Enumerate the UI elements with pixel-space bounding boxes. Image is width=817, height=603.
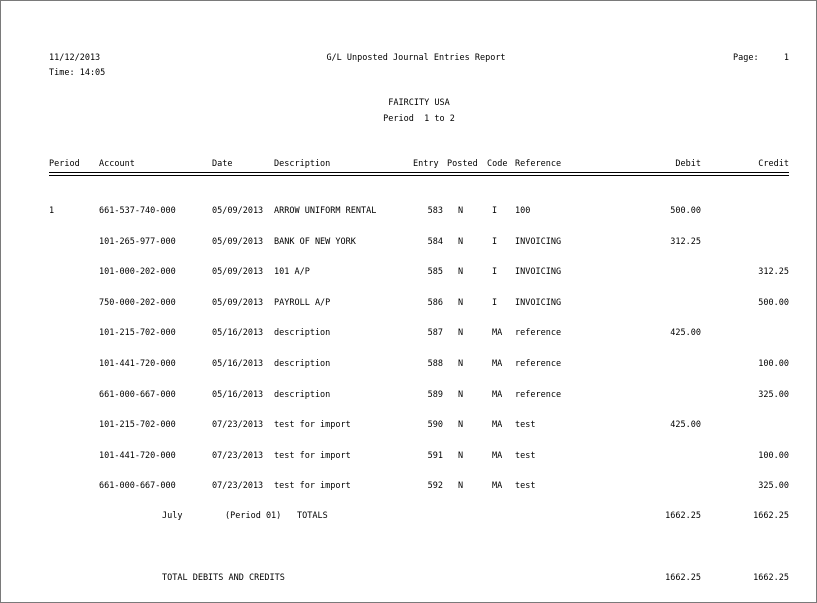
header-rule-top — [49, 172, 789, 173]
row-posted: N — [458, 237, 464, 247]
row-date: 05/16/2013 — [212, 390, 264, 400]
row-credit: 100.00 — [758, 451, 789, 461]
header-rule-bottom — [49, 175, 789, 176]
row-entry: 591 — [427, 451, 443, 461]
row-period: 1 — [49, 206, 55, 216]
row-posted: N — [458, 328, 464, 338]
row-description: description — [274, 328, 331, 338]
row-entry: 592 — [427, 481, 443, 491]
row-reference: test — [515, 481, 536, 491]
totals-month: July — [162, 511, 183, 521]
row-code: I — [492, 298, 498, 308]
totals-period: (Period 01) — [225, 511, 282, 521]
row-date: 07/23/2013 — [212, 481, 264, 491]
row-debit: 425.00 — [670, 328, 701, 338]
row-posted: N — [458, 481, 464, 491]
row-description: ARROW UNIFORM RENTAL — [274, 206, 377, 216]
row-date: 05/09/2013 — [212, 267, 264, 277]
row-credit: 325.00 — [758, 481, 789, 491]
row-code: MA — [492, 359, 503, 369]
grand-total-debit: 1662.25 — [665, 573, 701, 583]
row-credit: 100.00 — [758, 359, 789, 369]
row-debit: 500.00 — [670, 206, 701, 216]
row-date: 05/16/2013 — [212, 328, 264, 338]
row-reference: INVOICING — [515, 237, 562, 247]
row-account: 661-000-667-000 — [99, 481, 176, 491]
row-code: MA — [492, 420, 503, 430]
col-period: Period — [49, 159, 80, 169]
row-reference: reference — [515, 328, 562, 338]
row-entry: 589 — [427, 390, 443, 400]
row-reference: reference — [515, 359, 562, 369]
row-posted: N — [458, 390, 464, 400]
row-account: 661-537-740-000 — [99, 206, 176, 216]
row-account: 750-000-202-000 — [99, 298, 176, 308]
col-date: Date — [212, 159, 233, 169]
row-reference: 100 — [515, 206, 531, 216]
row-account: 101-215-702-000 — [99, 328, 176, 338]
row-credit: 312.25 — [758, 267, 789, 277]
row-date: 05/09/2013 — [212, 298, 264, 308]
row-description: PAYROLL A/P — [274, 298, 331, 308]
row-code: MA — [492, 390, 503, 400]
page-label: Page: — [733, 53, 759, 63]
row-entry: 584 — [427, 237, 443, 247]
row-date: 05/16/2013 — [212, 359, 264, 369]
row-account: 661-000-667-000 — [99, 390, 176, 400]
row-entry: 583 — [427, 206, 443, 216]
col-posted: Posted — [447, 159, 478, 169]
totals-debit: 1662.25 — [665, 511, 701, 521]
row-description: test for import — [274, 481, 351, 491]
row-description: description — [274, 359, 331, 369]
totals-credit: 1662.25 — [753, 511, 789, 521]
row-credit: 500.00 — [758, 298, 789, 308]
row-entry: 587 — [427, 328, 443, 338]
row-debit: 425.00 — [670, 420, 701, 430]
row-entry: 590 — [427, 420, 443, 430]
row-entry: 588 — [427, 359, 443, 369]
row-reference: test — [515, 420, 536, 430]
row-date: 07/23/2013 — [212, 420, 264, 430]
row-date: 05/09/2013 — [212, 237, 264, 247]
row-posted: N — [458, 359, 464, 369]
row-description: 101 A/P — [274, 267, 310, 277]
row-description: description — [274, 390, 331, 400]
col-description: Description — [274, 159, 331, 169]
row-posted: N — [458, 451, 464, 461]
row-entry: 586 — [427, 298, 443, 308]
period-range: Period 1 to 2 — [383, 114, 455, 124]
col-credit: Credit — [758, 159, 789, 169]
page-number: 1 — [783, 53, 789, 63]
row-reference: reference — [515, 390, 562, 400]
row-description: test for import — [274, 420, 351, 430]
row-code: I — [492, 237, 498, 247]
row-date: 05/09/2013 — [212, 206, 264, 216]
row-code: MA — [492, 328, 503, 338]
row-debit: 312.25 — [670, 237, 701, 247]
row-posted: N — [458, 298, 464, 308]
row-account: 101-000-202-000 — [99, 267, 176, 277]
col-reference: Reference — [515, 159, 562, 169]
grand-total-label: TOTAL DEBITS AND CREDITS — [162, 573, 285, 583]
report-time: Time: 14:05 — [49, 68, 106, 78]
row-code: MA — [492, 451, 503, 461]
row-credit: 325.00 — [758, 390, 789, 400]
report-date: 11/12/2013 — [49, 53, 101, 63]
company-name: FAIRCITY USA — [388, 98, 450, 108]
row-account: 101-441-720-000 — [99, 451, 176, 461]
row-date: 07/23/2013 — [212, 451, 264, 461]
col-code: Code — [487, 159, 508, 169]
row-description: test for import — [274, 451, 351, 461]
row-reference: INVOICING — [515, 267, 562, 277]
col-account: Account — [99, 159, 135, 169]
row-account: 101-441-720-000 — [99, 359, 176, 369]
row-reference: test — [515, 451, 536, 461]
row-account: 101-215-702-000 — [99, 420, 176, 430]
row-posted: N — [458, 267, 464, 277]
row-description: BANK OF NEW YORK — [274, 237, 356, 247]
row-reference: INVOICING — [515, 298, 562, 308]
row-entry: 585 — [427, 267, 443, 277]
report-title: G/L Unposted Journal Entries Report — [326, 53, 506, 63]
row-posted: N — [458, 206, 464, 216]
row-code: I — [492, 267, 498, 277]
row-code: MA — [492, 481, 503, 491]
row-code: I — [492, 206, 498, 216]
row-account: 101-265-977-000 — [99, 237, 176, 247]
grand-total-credit: 1662.25 — [753, 573, 789, 583]
col-entry: Entry — [413, 159, 439, 169]
totals-label: TOTALS — [297, 511, 328, 521]
col-debit: Debit — [675, 159, 701, 169]
row-posted: N — [458, 420, 464, 430]
